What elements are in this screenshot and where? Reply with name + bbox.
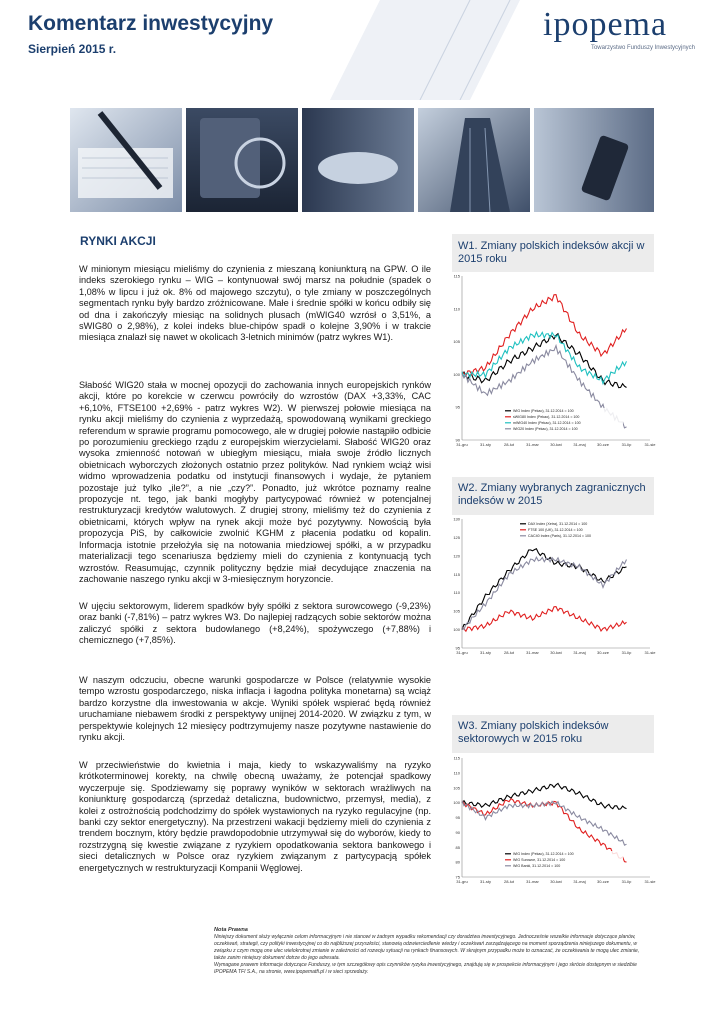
x-tick-label: 31-maj <box>573 879 586 884</box>
y-tick-label: 95 <box>455 404 460 410</box>
banner-photo-pen <box>70 108 182 212</box>
y-tick-label: 110 <box>453 770 460 776</box>
legend-entry: mWIG40 Index (Pekao), 31.12.2014 = 100 <box>513 421 581 425</box>
x-tick-label: 31-sie <box>644 442 656 447</box>
x-tick-label: 31-sie <box>644 650 656 655</box>
x-tick-label: 31-maj <box>573 650 586 655</box>
y-tick-label: 115 <box>453 755 460 761</box>
x-tick-label: 31-mar <box>526 442 539 447</box>
y-tick-label: 115 <box>453 571 460 577</box>
x-tick-label: 31-sty <box>480 879 491 884</box>
x-tick-label: 30-kwi <box>550 442 562 447</box>
chart-svg <box>450 272 656 452</box>
x-tick-label: 31-sty <box>480 650 491 655</box>
x-tick-label: 28-lut <box>503 650 515 655</box>
x-tick-label: 31-lip <box>621 650 632 655</box>
chart-w3 <box>450 754 656 889</box>
legal-note-title: Nota Prawna <box>214 927 248 933</box>
legend-entry: sWIG80 Index (Pekao), 31.12.2014 = 100 <box>513 415 580 419</box>
legend-entry: WIG Index (Pekao), 31.12.2014 = 100 <box>513 852 574 856</box>
paragraph-5: W przeciwieństwie do kwietnia i maja, kiedy to wskazywaliśmy na ryzyko krótkoterminowej korekty, na chwilę obecną uważamy, że potencjał spadkowy wyczerpuje się. Spodziewamy się poprawy wyników w sektorach wrażliwych na koniunkturę gospodarczą (sprzedaż detaliczna, budownictwo, przemysł, media), z kolei z ostrożnością podchodzimy do spółek wystawionych na ryzyko regulacyjne (np. banki czy sektor energetyczny). Na przestrzeni wakacji będziemy mieli do czynienia z trendem bocznym, który będzie prawdopodobnie utrzymywał się do wyborów, kiedy to rozstrzygną się kwestie związane z ryzykiem opodatkowania sektora bankowego i sieci detalicznych w Polsce oraz ryzykiem związanym z partycypacją spółek energetycznych w restrukturyzacji Kompanii Węglowej. <box>79 760 431 873</box>
photo-banner <box>70 108 654 212</box>
paragraph-2: Słabość WIG20 stała w mocnej opozycji do zachowania innych europejskich rynków akcji, które po korekcie w czerwcu powróciły do wzrostów (DAX +3,33%, CAC +6,10%, FTSE100 +2,69% - patrz wykres W2). W pierwszej połowie miesiąca na rynku akcji mieliśmy do czynienia z wyprzedażą, spowodowaną wynikami greckiego referendum w sprawie programu pomocowego, ale w drugiej połowie nastąpiło odbicie po porozumieniu greckiego rządu z europejskim wierzycielami. Słabość WIG20 oraz wysoka zmienność notowań w ubiegłym miesiącu, miała swoje źródło licznych obietnicach wyborczych złożonych ostatnio przez polityków. Nad rynkiem wciąż wisi widmo wprowadzenia podatku od instytucji finansowych i wydaje, że pytaniem pozostaje już tylko „ile?”, a nie „czy?”. Ponadto, już wkrótce poznamy realne propozycje nt. tego, jak banki mogłyby partycypować również w potencjalnej restrukturyzacji kredytów walutowych. Z drugiej strony, mieliśmy też do czynienia z obietnicami, których wpływ na rynek akcji może być pozytywny. Nowością była propozycja PiS, by całkowicie zwolnić KGHM z płacenia podatku od kopalin. Informacja istotnie przełożyła się na notowania miedziowej spółki, a w przypadku materializacji tego scenariusza będziemy mieli do czynienia z kontynuacją tych wzrostów. Reasumując, czynnik polityczny będzie miał decydujące znaczenia na zachowanie naszego rynku akcji w 3-miesięcznym horyzoncie. <box>79 380 431 584</box>
y-tick-label: 105 <box>453 785 460 791</box>
y-tick-label: 100 <box>453 371 460 377</box>
legend-entry: WIG Banki, 31.12.2014 = 100 <box>513 864 561 868</box>
y-tick-label: 90 <box>455 437 460 443</box>
y-tick-label: 95 <box>455 645 460 651</box>
chart-w2-title: W2. Zmiany wybranych zagranicznych indeksów w 2015 <box>458 482 646 507</box>
chart-svg <box>450 515 656 660</box>
legend-entry: FTSE 100 (UK), 31.12.2014 = 100 <box>528 528 583 532</box>
chart-w2 <box>450 515 656 660</box>
legend-entry: CAC40 Index (Paris), 31.12.2014 = 100 <box>528 534 592 538</box>
y-tick-label: 110 <box>453 590 460 596</box>
y-tick-label: 105 <box>453 608 460 614</box>
legal-note-text-2: Wymagane prawem informacje dotyczące Funduszy, w tym szczegółowy opis czynników ryzyka inwestycyjnego, znajdują się w prospekcie informacyjnym i jego skrócie dostępnym w siedzibie IPOPEMA TFI S.A., na stronie, www.ipopematfi.pl i w sieci sprzedaży. <box>214 962 637 975</box>
chart-svg <box>450 754 656 889</box>
x-tick-label: 31-sty <box>480 442 491 447</box>
legend-entry: WIG Surowce, 31.12.2014 = 100 <box>513 858 566 862</box>
series-line <box>462 607 627 632</box>
paragraph-1: W minionym miesiącu mieliśmy do czynienia z mieszaną koniunkturą na GPW. O ile indeks szerokiego rynku – WIG – kontynuował swój marsz na południe (spadek o 1,08% w lipcu i już ok. 8% od majowego szczytu), o tyle zmiany w poszczególnych segmentach rynku były bardzo zróżnicowane. Małe i średnie spółki w końcu odbiły się od dna i zakończyły miesiąc na solidnych plusach (mWIG40 wzrósł o 3,51%, a sWIG80 o 2,98%), z kolei indeks blue-chipów spadł o kolejne 3,90% i w trakcie miesiąca znalazł się nawet w okolicach 3-letnich minimów (patrz wykres W1). <box>79 264 431 343</box>
x-tick-label: 30-cze <box>596 650 610 655</box>
x-tick-label: 30-cze <box>596 442 610 447</box>
y-tick-label: 85 <box>455 844 460 850</box>
x-tick-label: 31-lip <box>621 879 632 884</box>
legend-entry: WIG Index (Pekao), 31.12.2014 = 100 <box>513 409 574 413</box>
ipopema-logo <box>543 8 703 51</box>
chart-w3-title: W3. Zmiany polskich indeksów sektorowych w 2015 roku <box>458 720 609 745</box>
logo-text: ipopema <box>543 6 668 43</box>
x-tick-label: 30-kwi <box>550 879 562 884</box>
y-tick-label: 130 <box>453 516 460 522</box>
x-tick-label: 30-kwi <box>550 650 562 655</box>
series-line <box>462 557 627 629</box>
legal-note <box>214 927 644 976</box>
x-tick-label: 31-lip <box>621 442 632 447</box>
x-tick-label: 31-gru <box>456 650 468 655</box>
legend-entry: WIG20 Index (Pekao), 31.12.2014 = 100 <box>513 427 578 431</box>
y-tick-label: 95 <box>455 815 460 820</box>
x-tick-label: 31-sie <box>644 879 656 884</box>
page-title: Komentarz inwestycyjny <box>28 12 274 35</box>
chart-w1-title: W1. Zmiany polskich indeksów akcji w 2015 roku <box>458 240 645 265</box>
x-tick-label: 31-mar <box>526 879 539 884</box>
chart-w1 <box>450 272 656 452</box>
x-tick-label: 28-lut <box>503 442 515 447</box>
y-tick-label: 90 <box>455 829 460 835</box>
logo-subtitle: Towarzystwo Funduszy Inwestycyjnych <box>590 45 695 51</box>
legal-note-text-1: Niniejszy dokument służy wyłącznie celom informacyjnym i nie stanowi w żadnym wypadku rekomendacji czy doradztwa inwestycyjnego. Jednocześnie wszelkie informacje dotyczące planów, oczekiwań, strategii, czy polityki inwestycyjnej co do najbliższej przyszłości, stanowią odzwierciedlenie wiedzy i oczekiwań zarządzającego na moment sporządzenia niniejszego dokumentu, w związku z czym mogą one ulec wielokrotnej zmianie w zależności od rozwoju sytuacji na rynkach finansowych. W skrajnym przypadku może to oznaczać, że oczekiwania te mogą ulec zmianie, także zanim niniejszy dokument dotrze do jego adresata. <box>214 934 640 961</box>
banner-photo-handshake <box>302 108 414 212</box>
x-tick-label: 28-lut <box>503 879 515 884</box>
y-tick-label: 105 <box>453 339 460 345</box>
legend-entry: DAX Index (Xetra), 31.12.2014 = 100 <box>528 522 588 526</box>
paragraph-4: W naszym odczuciu, obecne warunki gospodarcze w Polsce (relatywnie wysokie tempo wzrostu gospodarczego, niska inflacja i łagodna polityka monetarna) są wciąż bardzo korzystne dla inwestowania w akcje. Wyniki spółek wspierać będą również uruchamiane niebawem środki z perspektywy unijnej 2014-2020. W związku z tym, w perspektywie kolejnych 12 miesięcy podtrzymujemy nasze pozytywne nastawienie do rynku akcji. <box>79 675 431 743</box>
series-line <box>462 295 627 377</box>
banner-photo-skyscraper <box>418 108 530 212</box>
x-tick-label: 30-cze <box>596 879 610 884</box>
x-tick-label: 31-maj <box>573 442 586 447</box>
x-tick-label: 31-gru <box>456 442 468 447</box>
y-tick-label: 100 <box>453 800 460 806</box>
y-tick-label: 125 <box>453 534 460 540</box>
y-tick-label: 115 <box>453 273 460 279</box>
y-tick-label: 110 <box>453 306 460 312</box>
y-tick-label: 75 <box>455 874 460 880</box>
page-subtitle: Sierpień 2015 r. <box>28 42 117 56</box>
banner-photo-calculator <box>186 108 298 212</box>
series-line <box>462 801 627 845</box>
y-tick-label: 80 <box>455 859 460 865</box>
section-title: RYNKI AKCJI <box>80 234 156 248</box>
y-tick-label: 120 <box>453 553 460 559</box>
x-tick-label: 31-gru <box>456 879 468 884</box>
x-tick-label: 31-mar <box>526 650 539 655</box>
paragraph-3: W ujęciu sektorowym, liderem spadków były spółki z sektora surowcowego (-9,23%) oraz banki (-7,81%) – patrz wykres W3. Do najlepiej radzących sobie sektorów można zaliczyć spółki z sektora budowlanego (+8,24%), spożywczego (+7,88%) i chemicznego (+7,85%). <box>79 601 431 646</box>
y-tick-label: 100 <box>453 627 460 633</box>
banner-photo-phone <box>534 108 654 212</box>
